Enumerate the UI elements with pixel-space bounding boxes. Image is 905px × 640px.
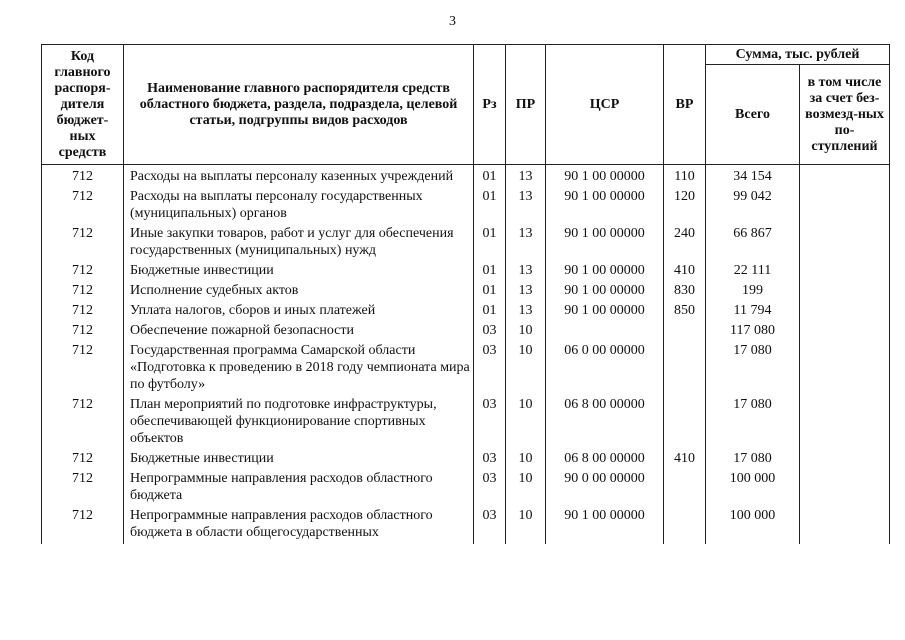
cell-vr: 240	[664, 225, 706, 262]
cell-name: Бюджетные инвестиции	[124, 262, 474, 282]
cell-rz: 01	[474, 302, 506, 322]
cell-code: 712	[42, 470, 124, 507]
cell-csr	[546, 322, 664, 342]
cell-code: 712	[42, 450, 124, 470]
cell-total: 100 000	[706, 470, 800, 507]
cell-vr: 110	[664, 165, 706, 189]
cell-vr: 120	[664, 188, 706, 225]
cell-csr: 90 1 00 00000	[546, 282, 664, 302]
cell-free	[800, 450, 890, 470]
cell-csr: 90 1 00 00000	[546, 262, 664, 282]
cell-total: 17 080	[706, 450, 800, 470]
cell-csr: 06 8 00 00000	[546, 450, 664, 470]
cell-name: Бюджетные инвестиции	[124, 450, 474, 470]
header-name: Наименование главного распорядителя средств областного бюджета, раздела, подраздела, целевой статьи, подгруппы видов расходов	[124, 45, 474, 165]
cell-name: Государственная программа Самарской области «Подготовка к проведению в 2018 году чемпионата мира по футболу»	[124, 342, 474, 396]
table-row	[42, 396, 890, 450]
cell-name: Расходы на выплаты персоналу казенных учреждений	[124, 165, 474, 189]
cell-total: 199	[706, 282, 800, 302]
cell-csr: 90 1 00 00000	[546, 165, 664, 189]
budget-table	[41, 44, 890, 544]
header-free: в том числе за счет без-возмезд-ных по-ступлений	[800, 65, 890, 165]
table-row	[42, 225, 890, 262]
cell-vr	[664, 470, 706, 507]
cell-free	[800, 396, 890, 450]
cell-rz: 03	[474, 507, 506, 544]
cell-rz: 03	[474, 450, 506, 470]
cell-free	[800, 302, 890, 322]
header-vr: ВР	[664, 45, 706, 165]
cell-name: Обеспечение пожарной безопасности	[124, 322, 474, 342]
cell-csr: 90 1 00 00000	[546, 302, 664, 322]
cell-pr: 13	[506, 262, 546, 282]
cell-name: Уплата налогов, сборов и иных платежей	[124, 302, 474, 322]
cell-csr: 06 0 00 00000	[546, 342, 664, 396]
cell-vr	[664, 322, 706, 342]
header-total: Всего	[706, 65, 800, 165]
cell-pr: 10	[506, 322, 546, 342]
cell-vr: 850	[664, 302, 706, 322]
table-row	[42, 188, 890, 225]
table-header	[42, 45, 890, 165]
header-sum: Сумма, тыс. рублей	[706, 45, 890, 65]
cell-csr: 06 8 00 00000	[546, 396, 664, 450]
cell-code: 712	[42, 507, 124, 544]
cell-rz: 01	[474, 262, 506, 282]
cell-total: 34 154	[706, 165, 800, 189]
cell-csr: 90 1 00 00000	[546, 225, 664, 262]
cell-pr: 13	[506, 165, 546, 189]
cell-rz: 01	[474, 165, 506, 189]
cell-total: 11 794	[706, 302, 800, 322]
cell-pr: 10	[506, 396, 546, 450]
cell-pr: 13	[506, 282, 546, 302]
table-row	[42, 282, 890, 302]
cell-code: 712	[42, 322, 124, 342]
cell-code: 712	[42, 282, 124, 302]
header-code: Код главного распоря-дителя бюджет-ных средств	[42, 45, 124, 165]
cell-pr: 10	[506, 470, 546, 507]
cell-total: 117 080	[706, 322, 800, 342]
header-csr: ЦСР	[546, 45, 664, 165]
cell-code: 712	[42, 302, 124, 322]
cell-vr: 410	[664, 262, 706, 282]
cell-free	[800, 470, 890, 507]
table-row	[42, 322, 890, 342]
cell-rz: 01	[474, 188, 506, 225]
cell-pr: 10	[506, 342, 546, 396]
header-pr: ПР	[506, 45, 546, 165]
cell-total: 66 867	[706, 225, 800, 262]
cell-free	[800, 322, 890, 342]
cell-rz: 03	[474, 396, 506, 450]
cell-total: 99 042	[706, 188, 800, 225]
cell-code: 712	[42, 188, 124, 225]
cell-name: Непрограммные направления расходов областного бюджета в области общегосударственных	[124, 507, 474, 544]
table-row	[42, 165, 890, 189]
cell-name: Исполнение судебных актов	[124, 282, 474, 302]
cell-rz: 01	[474, 225, 506, 262]
cell-name: План мероприятий по подготовке инфраструктуры, обеспечивающей функционирование спортивных объектов	[124, 396, 474, 450]
page-number: 3	[449, 14, 456, 29]
cell-csr: 90 1 00 00000	[546, 507, 664, 544]
table-row	[42, 450, 890, 470]
cell-name: Расходы на выплаты персоналу государственных (муниципальных) органов	[124, 188, 474, 225]
cell-free	[800, 342, 890, 396]
cell-vr	[664, 342, 706, 396]
cell-total: 17 080	[706, 396, 800, 450]
cell-csr: 90 1 00 00000	[546, 188, 664, 225]
cell-pr: 13	[506, 302, 546, 322]
cell-rz: 03	[474, 322, 506, 342]
cell-rz: 03	[474, 342, 506, 396]
cell-free	[800, 188, 890, 225]
cell-vr: 830	[664, 282, 706, 302]
cell-code: 712	[42, 396, 124, 450]
table-row	[42, 302, 890, 322]
cell-code: 712	[42, 225, 124, 262]
cell-code: 712	[42, 342, 124, 396]
cell-code: 712	[42, 165, 124, 189]
table-row	[42, 262, 890, 282]
cell-rz: 03	[474, 470, 506, 507]
header-rz: Рз	[474, 45, 506, 165]
cell-vr	[664, 396, 706, 450]
cell-total: 22 111	[706, 262, 800, 282]
table-row	[42, 342, 890, 396]
cell-pr: 13	[506, 225, 546, 262]
cell-vr: 410	[664, 450, 706, 470]
cell-free	[800, 507, 890, 544]
cell-free	[800, 262, 890, 282]
cell-total: 100 000	[706, 507, 800, 544]
table-row	[42, 470, 890, 507]
cell-free	[800, 165, 890, 189]
cell-name: Иные закупки товаров, работ и услуг для обеспечения государственных (муниципальных) нужд	[124, 225, 474, 262]
cell-csr: 90 0 00 00000	[546, 470, 664, 507]
cell-rz: 01	[474, 282, 506, 302]
cell-free	[800, 282, 890, 302]
cell-name: Непрограммные направления расходов областного бюджета	[124, 470, 474, 507]
cell-vr	[664, 507, 706, 544]
cell-total: 17 080	[706, 342, 800, 396]
cell-pr: 13	[506, 188, 546, 225]
table-row	[42, 507, 890, 544]
cell-pr: 10	[506, 507, 546, 544]
cell-code: 712	[42, 262, 124, 282]
table-body	[42, 165, 890, 545]
cell-pr: 10	[506, 450, 546, 470]
cell-free	[800, 225, 890, 262]
